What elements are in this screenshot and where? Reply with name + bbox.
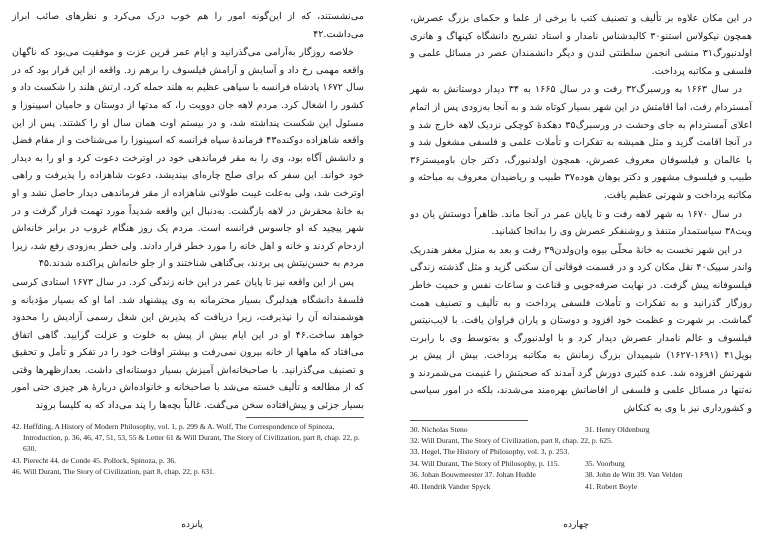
- footnote: 31. Henry Oldenburg: [585, 424, 650, 434]
- left-footnotes: [12, 421, 364, 478]
- footnote: 43. Pierecht 44. de Conde 45. Pollock, Spinoza, p. 36.: [12, 455, 177, 465]
- right-paragraph: در سال ۱۶۷۰ به شهر لاهه رفت و تا پایان عمر در آنجا ماند. ظاهراً دوستش یان دو ویت۳۸ سیاستمدار متنفذ و روشنفکر عصرش وی را بدانجا کشانید.: [410, 208, 752, 238]
- left-paragraph: پس از این واقعه نیز تا پایان عمر در این خانه زندگی کرد. در سال ۱۶۷۳ استادی کرسی فلسفهٔ دانشگاه هیدلبرگ بسیار محترمانه به وی پیشنهاد شد. اما او که بسیار مؤدبانه و هوشمندانه آن را نپذیرفت، زیرا دریافت که پذیرش این شغل رسمی آزادیش را محدود خواهد ساخت.۴۶ او در این ایام بیش از پیش به خلوت و عزلت گرایید. گاهی اتفاق می‌افتاد که ماهها از خانه بیرون نمی‌رفت و بیشتر اوقات خود را در تفکر و تأمل و تحقیق و تصنیف می‌گذرانید. با صاحبخانه‌اش آمیزش بسیار دوستانه‌ای داشت. بعدازظهرها وقتی که از مطالعه و تألیف خسته می‌شد با صاحبخانه و خانواده‌اش دربارهٔ هر چیزی حتی امور بسیار جزئی و پیش‌افتاده سخن می‌گفت. غالباً بچه‌ها را پند می‌داد که به کلیسا بروند: [12, 276, 365, 412]
- right-page: [384, 0, 768, 542]
- footnote: 38. John de Witt 39. Van Velden: [585, 470, 683, 480]
- right-body-text: [410, 10, 752, 418]
- footnote: 33. Hegel, The History of Philosophy, vol. 3, p. 253.: [410, 447, 570, 457]
- left-paragraph: خلاصه روزگار به‌آرامی می‌گذرانید و ایام عمر قرین عزت و موفقیت می‌بود که ناگهان واقعه مهمی رخ داد و آسایش و آرامش فیلسوف را برهم زد. واقعه از این قرار بود که در سال ۱۶۷۲ پادشاه فرانسه با سپاهی عظیم به هلند حمله کرد، ارتش هلند را شکست داد و کشور را اشغال کرد. مردم لاهه جان دوویت را، که مدتها از دوستان و حامیان اسپینوزا و مسئول این شکست پنداشته شد، و در بیستم اوت همان سال او را کشتند. پس از این واقعه شاهزاده دوکنده۴۳ فرماندهٔ سپاه فرانسه که اسپینوزا را می‌شناخت و از مقام فضل و دانشش آگاه بود، وی را به مقر فرماندهی خود در اوترخت دعوت کرد و او را به دیدار خود خواند. این سفر که برای صلح چاره‌ای بیندیشد، دعوت شاهزاده را پذیرفت و راهی اوترخت شد، ولی به‌علت غیبت طولانی شاهزاده از مقر فرماندهی دیدار حاصل نشد و او به خانهٔ محقرش در لاهه بازگشت. به‌دنبال این واقعه شدیداً مورد تهمت قرار گرفت و در شهر پیچید که او جاسوس فرانسه است. مردم یک روز هنگام غروب در برابر خانه‌اش ازدحام کردند و خانه و اهل خانه را مورد خطر قرار دادند. ولی خطر به‌زودی رفع شد، زیرا مردم به حسن‌نیتش پی بردند، بی‌گناهی شناختند و از جلو خانه‌اش پراکنده شدند.۴۵: [12, 47, 364, 270]
- footnote: 46. Will Durant, The Story of Civilization, part 8, chap. 22, p. 631.: [12, 467, 215, 477]
- right-paragraph: در این مکان علاوه بر تألیف و تصنیف کتب با برخی از علما و حکمای بزرگ عصرش، همچون نیکولاس استنو۳۰ کالبدشناس نامدار و استاد تشریح دانشگاه کپنهاگ و هانری اولدنبورگ۳۱ منشی انجمن سلطنتی لندن و دیگر دانشمندان عصر در مسائل علمی و فلسفی و مکاتبه پرداخت.: [410, 13, 752, 77]
- right-footnotes: [410, 424, 752, 492]
- left-paragraph: می‌نشستند، که از این‌گونه امور را هم خوب درک می‌کرد و نظرهای صائب ابراز می‌داشت.۴۲: [12, 11, 364, 40]
- footnote: 36. Johan Bouwmeester 37. Johan Hudde: [410, 470, 536, 480]
- footnote: 30. Nicholas Steno: [410, 424, 468, 434]
- footnote: 40. Hendrik Vander Spyck: [410, 481, 491, 491]
- footnote: 34. Will Durant, The Story of Philosophy, p. 115.: [410, 458, 560, 468]
- footnote: 42. Høffding, A History of Modern Philosophy, vol. 1, p. 299 & A. Wolf, The Correspondence of Spinoza, Introduction, p. 36, 46, 47, 51, 53, 55 & Letter 61 & Will Durant, The Story of Civilization, part 8, chap. 22, p. 630.: [12, 421, 360, 454]
- footnote: 41. Robert Boyle: [585, 481, 638, 491]
- footnote-divider: [410, 420, 528, 421]
- left-body-text: [12, 8, 364, 415]
- footnote: 35. Voorburg: [585, 458, 625, 468]
- page-number: چهارده: [563, 520, 589, 530]
- right-paragraph: در سال ۱۶۶۳ به ورسبرگ۳۲ رفت و در سال ۱۶۶۵ به ۳۴ دیدار دوستانش به شهر آمستردام رفت، اما اقامتش در این شهر بسیار کوتاه شد و به آنجا به‌زودی پس از اتمام اعلای آمستردام به جای وحشت در ورسبرگ۳۵ دهکدهٔ کوچکی نزدیک لاهه خارج شد و در آنجا اقامت گزید و مثل همیشه به تفکرات و تأملات علمی و فلسفی مشغول شد و با عالمان و فیلسوفان معروف عصرش، همچون اولدنبورگ، دکتر جان باومیستر۳۶ طبیب و فیلسوف مشهور و دکتر یوهان هوده۳۷ طبیب و ریاضیدان معروف به مباحثه و مکاتبه پرداخت و شهرتی عظیم یافت.: [410, 84, 752, 201]
- footnote-divider: [246, 417, 364, 418]
- right-paragraph: در این شهر نخست به خانهٔ محلّی بیوه وان‌ولدن۳۹ رفت و بعد به منزل مغفر هندریک واندر سپیک۴۰ نقل مکان کرد و در قسمت فوقانی آن سکنی گزید و مثل گذشته زندگی فیلسوفانه پیش گرفت. در نهایت صرفه‌جویی و قناعت و ساعات نفس و حمیت خاطر روزگار گذرانید و به تفکرات و تأملات فلسفی پرداخت و به تألیف و تصنیف همت گماشت. بر شهرت و عظمت خود افزود و دوستان و یاران فراوان یافت. با لایب‌نیتس فیلسوف و عالم نامدار عصرش دیدار کرد و با اولدنبورگ و به‌توسط وی با رابرت بویل۴۱ (۱۶۹۱-۱۶۲۷) شیمیدان بزرگ زمانش به مکاتبه پرداخت. بیش از پیش بر شهرتش افزوده شد. عده کثیری دورش گرد آمدند که صحبتش را غنیمت می‌شمردند و نه‌تنها در مسائل علمی و فلسفی از افاضاتش بهره‌مند می‌شدند، بلکه در امور سیاسی و کشورداری نیز با وی به کنکاش: [410, 244, 752, 415]
- page-number: پانزده: [181, 520, 203, 530]
- footnote: 32. Will Durant, The Story of Civilization, part 8, chap. 22, p. 625.: [410, 436, 613, 446]
